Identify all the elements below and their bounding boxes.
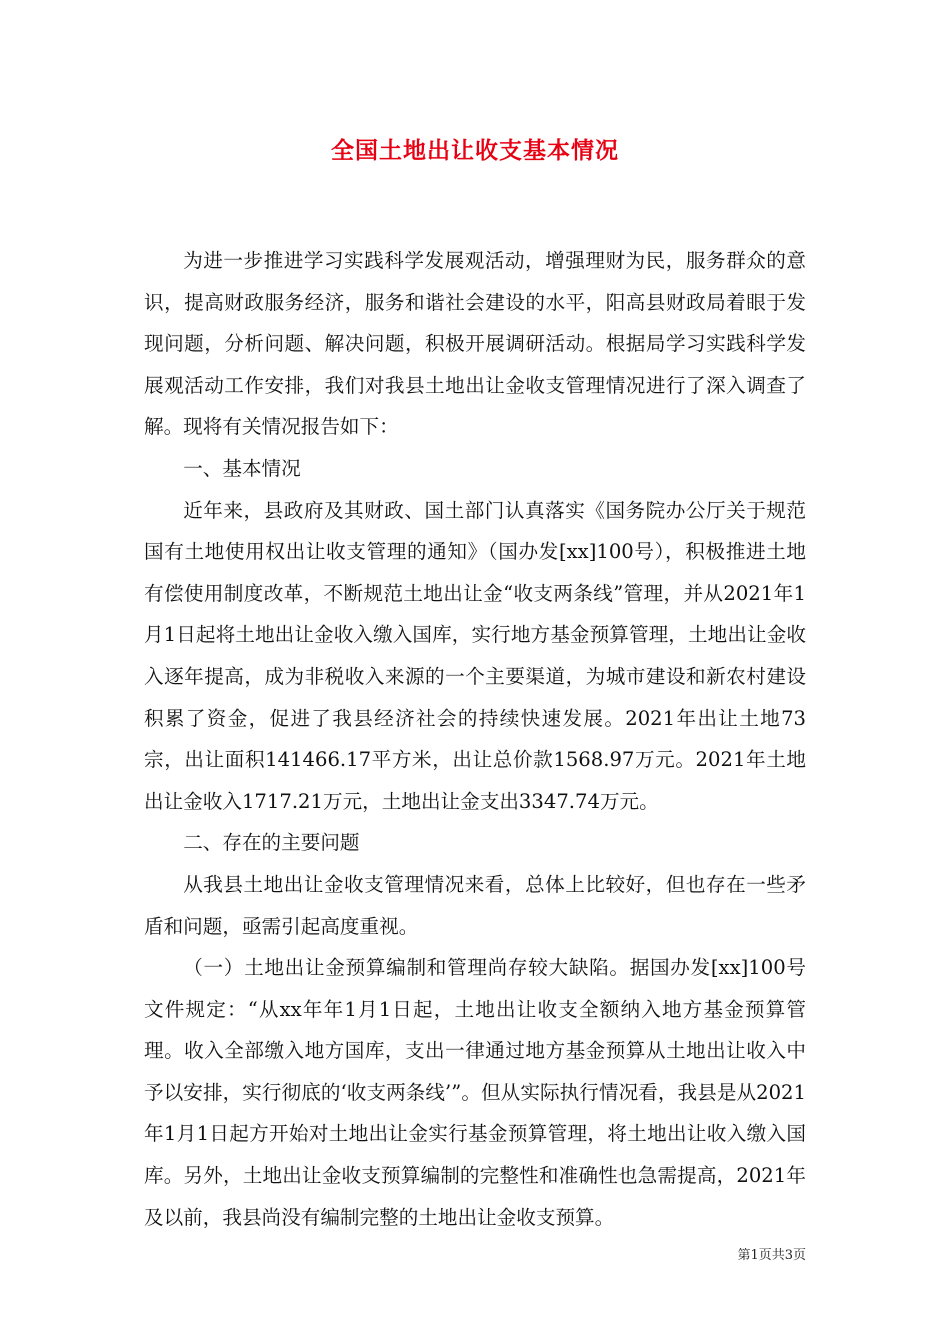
paragraph-problem-one: （一）土地出让金预算编制和管理尚存较大缺陷。据国办发[xx]100号文件规定：“从xx年年1月1日起，土地出让收支全额纳入地方基金预算管理。收入全部缴入地方国库，支出一律通过地方基金预算从土地出让收入中予以安排，实行彻底的‘收支两条线’”。但从实际执行情况看，我县是从2021年1月1日起方开始对土地出让金实行基金预算管理，将土地出让收入缴入国库。另外，土地出让金收支预算编制的完整性和准确性也急需提高，2021年及以前，我县尚没有编制完整的土地出让金收支预算。 bbox=[144, 956, 806, 1229]
document-title: 全国土地出让收支基本情况 bbox=[331, 137, 619, 164]
heading-basic-situation: 一、基本情况 bbox=[183, 456, 301, 480]
paragraph-intro: 为进一步推进学习实践科学发展观活动，增强理财为民，服务群众的意识，提高财政服务经济，服务和谐社会建设的水平，阳高县财政局着眼于发现问题，分析问题、解决问题，积极开展调研活动。根据局学习实践科学发展观活动工作安排，我们对我县土地出让金收支管理情况进行了深入调查了解。现将有关情况报告如下： bbox=[144, 249, 806, 439]
paragraph-basic-situation: 近年来，县政府及其财政、国土部门认真落实《国务院办公厅关于规范国有土地使用权出让收支管理的通知》（国办发[xx]100号），积极推进土地有偿使用制度改革，不断规范土地出让金“收支两条线”管理，并从2021年1月1日起将土地出让金收入缴入国库，实行地方基金预算管理，土地出让金收入逐年提高，成为非税收入来源的一个主要渠道，为城市建设和新农村建设积累了资金，促进了我县经济社会的持续快速发展。2021年出让土地73宗，出让面积141466.17平方米，出让总价款1568.97万元。2021年土地出让金收入1717.21万元，土地出让金支出3347.74万元。 bbox=[144, 498, 806, 813]
heading-main-problems: 二、存在的主要问题 bbox=[183, 831, 360, 855]
page-number-footer: 第1页共3页 bbox=[737, 1248, 806, 1263]
document-body bbox=[144, 240, 806, 1238]
paragraph-problems-overview: 从我县土地出让金收支管理情况来看，总体上比较好，但也存在一些矛盾和问题，亟需引起高度重视。 bbox=[144, 872, 806, 938]
